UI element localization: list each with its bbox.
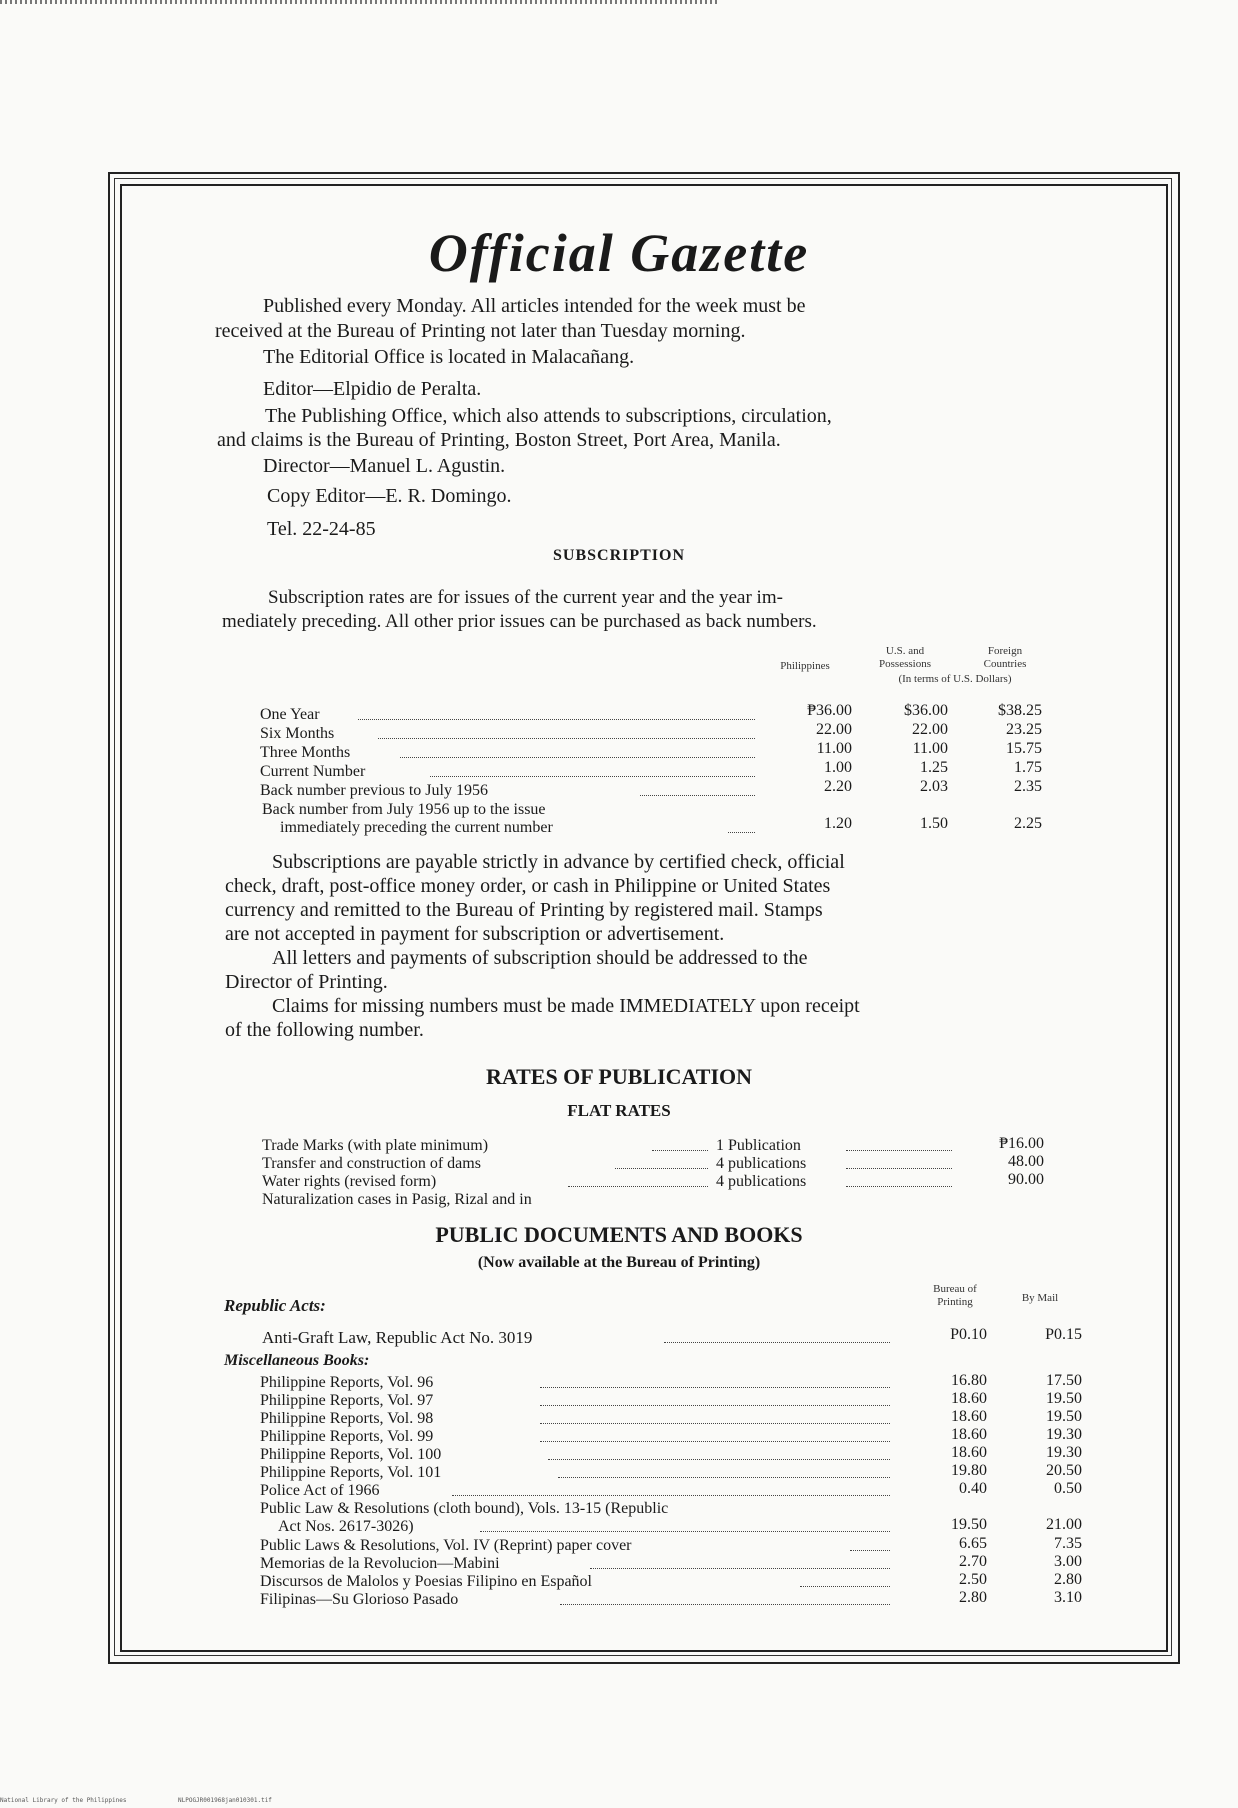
column-header-bureau: Bureau of Printing xyxy=(933,1283,977,1308)
scan-footer-right: NLPOGJR001968jan010301.tif xyxy=(178,1797,272,1804)
copy-editor-line: Copy Editor—E. R. Domingo. xyxy=(267,485,512,507)
subscription-terms: of the following number. xyxy=(225,1019,424,1041)
scan-footer-left: National Library of the Philippines xyxy=(0,1797,127,1804)
intro-line: Published every Monday. All articles intended for the week must be xyxy=(263,295,806,317)
masthead-title: Official Gazette xyxy=(428,223,810,283)
section-republic-acts: Republic Acts: xyxy=(224,1296,326,1315)
subscription-terms: are not accepted in payment for subscription or advertisement. xyxy=(225,923,725,945)
column-header-foreign: Foreign Countries xyxy=(983,645,1027,670)
section-misc-books: Miscellaneous Books: xyxy=(224,1352,370,1369)
telephone-line: Tel. 22-24-85 xyxy=(267,518,376,540)
scan-noise xyxy=(0,0,720,4)
intro-line: received at the Bureau of Printing not later than Tuesday morning. xyxy=(215,320,746,342)
subscription-text: mediately preceding. All other prior issues can be purchased as back numbers. xyxy=(222,611,817,632)
rates-heading: RATES OF PUBLICATION xyxy=(485,1064,753,1089)
subscription-text: Subscription rates are for issues of the current year and the year im- xyxy=(268,587,783,608)
books-heading: PUBLIC DOCUMENTS AND BOOKS xyxy=(435,1222,803,1247)
subscription-heading: SUBSCRIPTION xyxy=(552,547,686,564)
intro-line: The Publishing Office, which also attends to subscriptions, circulation, xyxy=(265,405,832,427)
books-subheading: (Now available at the Bureau of Printing) xyxy=(477,1254,761,1271)
rate-note: Naturalization cases in Pasig, Rizal and in xyxy=(262,1191,532,1208)
intro-line: and claims is the Bureau of Printing, Boston Street, Port Area, Manila. xyxy=(217,429,781,451)
column-header-mail: By Mail xyxy=(1021,1292,1059,1304)
subscription-terms: Claims for missing numbers must be made IMMEDIATELY upon receipt xyxy=(272,995,860,1017)
subscription-terms: Subscriptions are payable strictly in advance by certified check, official xyxy=(272,851,845,873)
intro-line: The Editorial Office is located in Malacañang. xyxy=(263,346,635,368)
subscription-terms: All letters and payments of subscription should be addressed to the xyxy=(272,947,808,969)
editor-line: Editor—Elpidio de Peralta. xyxy=(263,378,482,400)
column-header-note: (In terms of U.S. Dollars) xyxy=(898,673,1012,685)
subscription-terms: check, draft, post-office money order, or cash in Philippine or United States xyxy=(225,875,831,897)
director-line: Director—Manuel L. Agustin. xyxy=(263,455,506,477)
column-header-us: U.S. and Possessions xyxy=(879,645,931,670)
subscription-terms: Director of Printing. xyxy=(225,971,388,993)
subscription-terms: currency and remitted to the Bureau of Printing by registered mail. Stamps xyxy=(225,899,823,921)
flat-rates-heading: FLAT RATES xyxy=(567,1101,671,1120)
column-header-philippines: Philippines xyxy=(780,660,830,672)
